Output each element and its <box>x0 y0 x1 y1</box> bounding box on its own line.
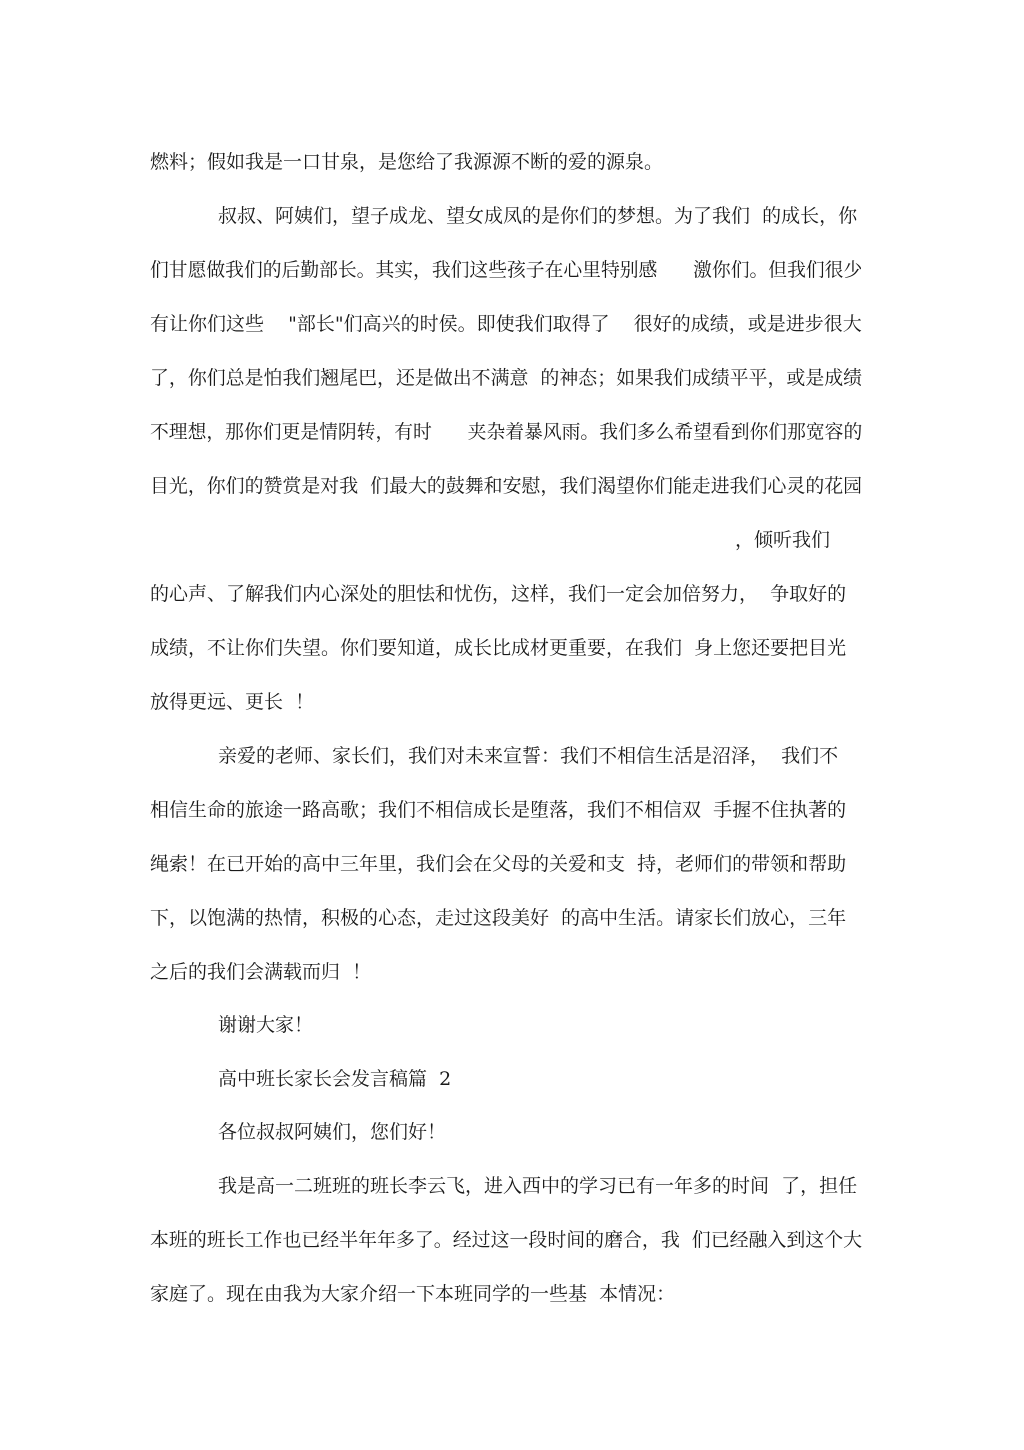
body-text-line: 相信生命的旅途一路高歌；我们不相信成长是堕落，我们不相信双 手握不住执著的 <box>150 799 847 821</box>
section-heading: 高中班长家长会发言稿篇 2 <box>218 1068 452 1090</box>
body-text-line: 燃料；假如我是一口甘泉，是您给了我源源不断的爱的源泉。 <box>150 151 664 173</box>
closing-line: 谢谢大家！ <box>218 1014 314 1036</box>
body-text-line: 家庭了。现在由我为大家介绍一下本班同学的一些基 本情况： <box>150 1283 676 1305</box>
body-text-line: 本班的班长工作也已经半年年多了。经过这一段时间的磨合，我 们已经融入到这个大 <box>150 1229 863 1251</box>
body-text-line: 叔叔、阿姨们，望子成龙、望女成凤的是你们的梦想。为了我们 的成长，你 <box>218 205 858 227</box>
body-text-line: 下，以饱满的热情，积极的心态，走过这段美好 的高中生活。请家长们放心，三年 <box>150 907 847 929</box>
body-text-line: 我是高一二班班的班长李云飞，进入西中的学习已有一年多的时间 了，担任 <box>218 1175 858 1197</box>
body-text-line: 目光，你们的赞赏是对我 们最大的鼓舞和安慰，我们渴望你们能走进我们心灵的花园 <box>150 475 863 497</box>
greeting-line: 各位叔叔阿姨们，您们好！ <box>218 1121 447 1143</box>
body-text-line: 不理想，那你们更是情阴转，有时 夹杂着暴风雨。我们多么希望看到你们那宽容的 <box>150 421 863 443</box>
body-text-line: 们甘愿做我们的后勤部长。其实，我们这些孩子在心里特别感 激你们。但我们很少 <box>150 259 863 281</box>
body-text-line: 有让你们这些 "部长"们高兴的时侯。即使我们取得了 很好的成绩，或是进步很大 <box>150 313 862 335</box>
body-text-line: 的心声、了解我们内心深处的胆怯和忧伤，这样，我们一定会加倍努力， 争取好的 <box>150 583 847 605</box>
body-text-line: 之后的我们会满载而归 ！ <box>150 961 372 983</box>
body-text-line: 成绩，不让你们失望。你们要知道，成长比成材更重要，在我们 身上您还要把目光 <box>150 637 847 659</box>
body-text-line: 绳索！在已开始的高中三年里，我们会在父母的关爱和支 持，老师们的带领和帮助 <box>150 853 847 875</box>
body-text-line: 了，你们总是怕我们翘尾巴，还是做出不满意 的神态；如果我们成绩平平，或是成绩 <box>150 367 863 389</box>
body-text-line: ，倾听我们 <box>735 529 831 551</box>
body-text-line: 亲爱的老师、家长们，我们对未来宣誓：我们不相信生活是沼泽， 我们不 <box>218 745 839 767</box>
body-text-line: 放得更远、更长 ！ <box>150 691 315 713</box>
